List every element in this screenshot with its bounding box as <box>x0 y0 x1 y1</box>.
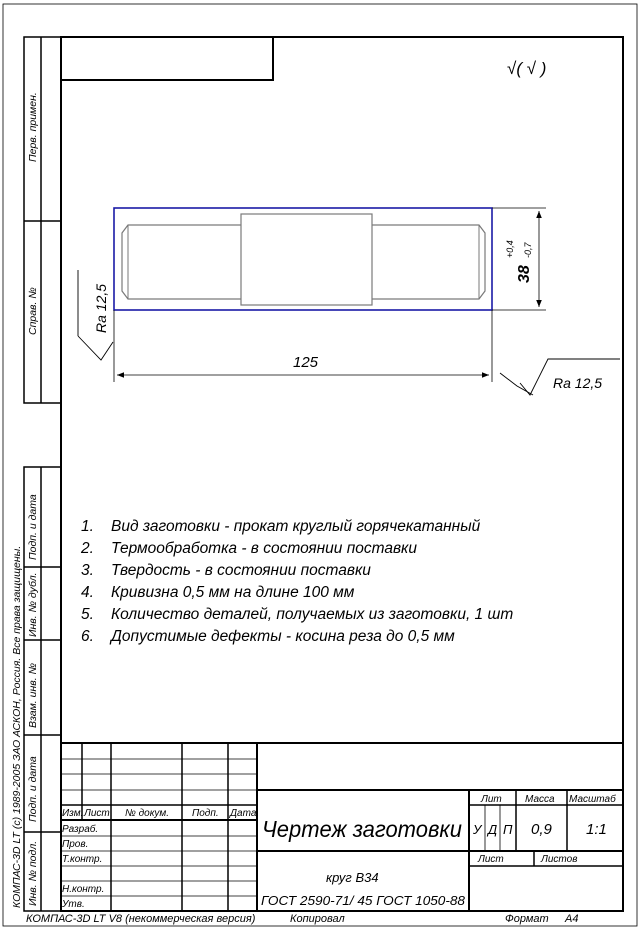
label-inv-podl: Инв. № подл. <box>27 840 39 906</box>
roughness-right-value: Ra 12,5 <box>553 375 603 391</box>
tb-material-2: ГОСТ 2590-71/ 45 ГОСТ 1050-88 <box>261 894 466 908</box>
length-dimension <box>114 310 492 382</box>
label-perv-primen: Перв. примен. <box>27 92 39 162</box>
tb-n-dokum: № докум. <box>125 808 170 819</box>
tb-razrab: Разраб. <box>62 824 99 835</box>
svg-text:Кривизна 0,5 мм на длине 100 м: Кривизна 0,5 мм на длине 100 мм <box>111 584 355 601</box>
svg-text:5.: 5. <box>81 606 94 623</box>
tb-massa-label: Масса <box>525 794 555 805</box>
tb-list: Лист <box>84 808 110 819</box>
footer-format-value: А4 <box>565 913 579 925</box>
tb-prov: Пров. <box>62 839 89 850</box>
tb-lit-label: Лит <box>481 794 502 805</box>
tb-masshtab-label: Масштаб <box>569 794 616 805</box>
roughness-stamp: √( √ ) <box>507 59 547 78</box>
tb-list-label: Лист <box>478 854 504 865</box>
note-item <box>81 628 455 645</box>
svg-text:Количество деталей, получаемых: Количество деталей, получаемых из заготовки, 1 шт <box>111 606 514 623</box>
label-vzam-inv: Взам. инв. № <box>27 663 39 728</box>
tb-podp: Подп. <box>192 808 219 819</box>
technical-notes <box>80 518 513 645</box>
tb-mass-value: 0,9 <box>531 821 552 838</box>
blank-part <box>114 208 492 310</box>
dim-diameter-value: 38 <box>516 265 533 283</box>
tb-scale-value: 1:1 <box>586 821 607 838</box>
svg-text:6.: 6. <box>81 628 94 645</box>
tb-lit-p: П <box>503 822 513 837</box>
copyright-text: КОМПАС-3D LT (c) 1989-2005 ЗАО АСКОН, Россия. Все права защищены. <box>11 545 23 908</box>
svg-text:Допустимые дефекты - косина р: Допустимые дефекты - косина реза до 0,5 мм <box>111 628 455 645</box>
tb-listov-label: Листов <box>541 854 578 865</box>
note-item <box>81 606 513 623</box>
tb-drawing-title: Чертеж заготовки <box>262 816 463 842</box>
footer-software: КОМПАС-3D LT V8 (некоммерческая версия) <box>26 913 256 925</box>
footer-kopiroval: Копировал <box>290 913 345 925</box>
part-left-journal <box>122 225 241 299</box>
tb-lit-d: Д <box>488 822 498 837</box>
dim-tol-lower: -0,7 <box>523 242 533 258</box>
svg-text:Вид заготовки - прокат круглы: Вид заготовки - прокат круглый горячекатанный <box>111 518 481 535</box>
label-podp-data-1: Подп. и дата <box>27 494 39 560</box>
dim-tol-upper: +0,4 <box>505 240 515 258</box>
tb-material-1: круг В34 <box>326 870 379 885</box>
label-podp-data-2: Подп. и дата <box>27 756 39 822</box>
note-item <box>81 518 481 535</box>
svg-text:Твердость - в состоянии поста: Твердость - в состоянии поставки <box>111 562 371 579</box>
tb-data: Дата <box>230 808 257 819</box>
part-center-collar <box>241 214 372 305</box>
sheet-outer-border <box>3 4 637 926</box>
roughness-left-value: Ra 12,5 <box>93 283 109 333</box>
svg-text:3.: 3. <box>81 562 94 579</box>
tb-utv: Утв. <box>62 899 85 910</box>
dim-length-value: 125 <box>293 354 319 371</box>
tb-lit-u: У <box>473 822 482 837</box>
svg-text:Термообработка - в состоянии: Термообработка - в состоянии поставки <box>111 540 417 557</box>
note-item <box>81 562 371 579</box>
left-strip-upper <box>24 37 61 403</box>
blank-outline <box>114 208 492 310</box>
tb-nkontr: Н.контр. <box>62 884 105 895</box>
top-left-box <box>61 37 273 80</box>
tb-izm: Изм. <box>62 808 84 819</box>
note-item <box>81 584 355 601</box>
diameter-dimension <box>492 208 546 310</box>
label-inv-dubl: Инв. № дубл. <box>27 572 39 637</box>
tb-tkontr: Т.контр. <box>62 854 103 865</box>
footer-format-label: Формат <box>505 913 549 925</box>
svg-text:4.: 4. <box>81 584 94 601</box>
svg-text:1.: 1. <box>81 518 94 535</box>
label-sprav-no: Справ. № <box>27 287 39 335</box>
part-right-journal <box>372 225 485 299</box>
svg-text:2.: 2. <box>81 540 94 557</box>
main-frame <box>61 37 623 911</box>
note-item <box>80 540 417 557</box>
